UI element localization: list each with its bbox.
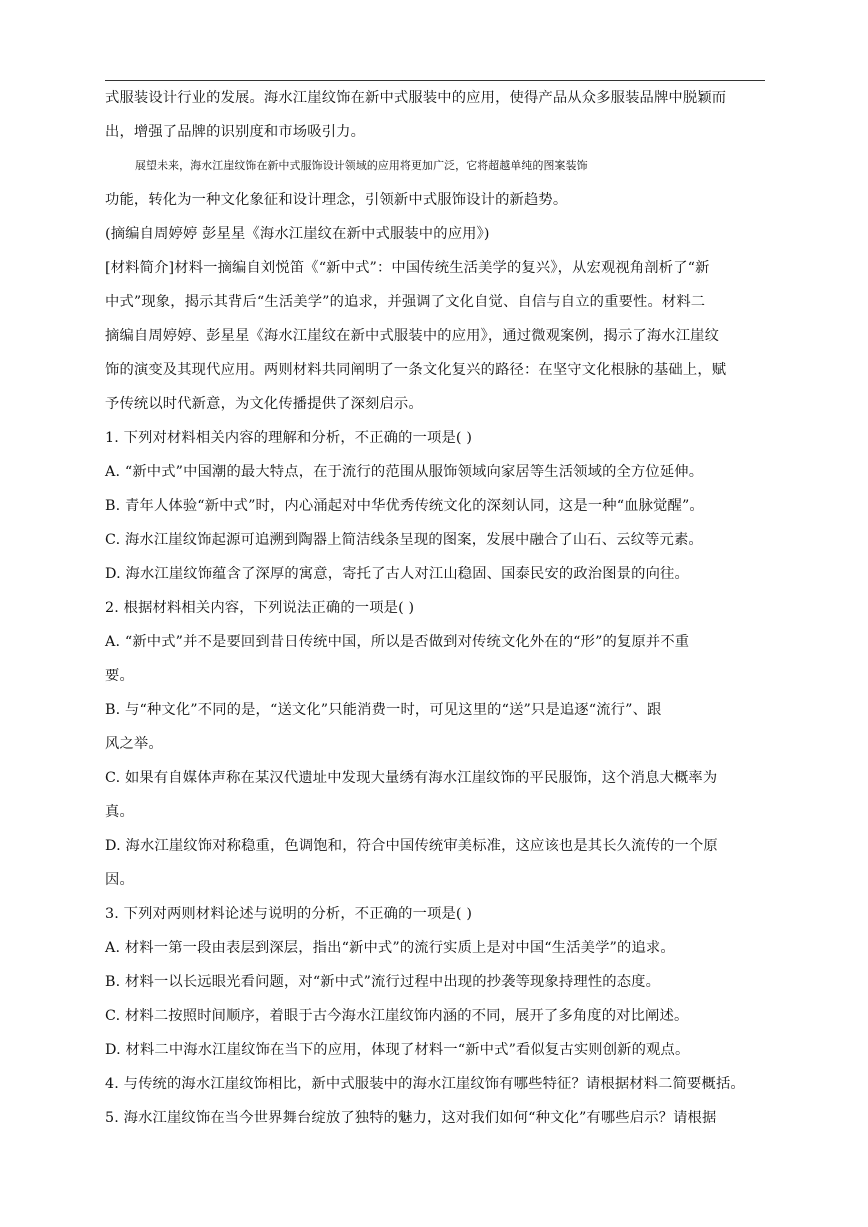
option-line: 真。 [105,804,134,820]
option-line: C. 材料二按照时间顺序，着眼于古今海水江崖纹饰内涵的不同，展开了多角度的对比阐述。 [105,1008,689,1024]
option-line: A. 材料一第一段由表层到深层，指出“新中式”的流行实质上是对中国“生活美学”的追求。 [105,940,675,956]
option-line: D. 海水江崖纹饰蕴含了深厚的寓意，寄托了古人对江山稳固、国泰民安的政治图景的向往。 [105,566,689,582]
text-line: 功能，转化为一种文化象征和设计理念，引领新中式服饰设计的新趋势。 [105,192,568,208]
option-line: D. 海水江崖纹饰对称稳重，色调饱和，符合中国传统审美标准，这应该也是其长久流传的一个原 [105,838,718,854]
question-3: 3. 下列对两则材料论述与说明的分析，不正确的一项是( ) [105,906,473,922]
header-rule [105,80,765,81]
option-line: C. 海水江崖纹饰起源可追溯到陶器上简洁线条呈现的图案，发展中融合了山石、云纹等元素。 [105,532,703,548]
option-line: B. 材料一以长远眼光看问题，对“新中式”流行过程中出现的抄袭等现象持理性的态度。 [105,974,661,990]
text-line: 予传统以时代新意，为文化传播提供了深刻启示。 [105,396,423,412]
option-line: 要。 [105,668,134,684]
option-line: D. 材料二中海水江崖纹饰在当下的应用，体现了材料一“新中式”看似复古实则创新的观点。 [105,1042,690,1058]
option-line: A. “新中式”中国潮的最大特点，在于流行的范围从服饰领域向家居等生活领域的全方位延伸。 [105,464,704,480]
text-line: 饰的演变及其现代应用。两则材料共同阐明了一条文化复兴的路径：在坚守文化根脉的基础上，赋 [105,362,727,378]
text-line: 出，增强了品牌的识别度和市场吸引力。 [105,124,366,140]
source-citation: (摘编自周婷婷 彭星星《海水江崖纹在新中式服装中的应用》) [105,226,490,242]
option-line: A. “新中式”并不是要回到昔日传统中国，所以是否做到对传统文化外在的“形”的复原并不重 [105,634,690,650]
option-line: B. 青年人体验“新中式”时，内心涌起对中华优秀传统文化的深刻认同，这是一种“血脉觉醒”。 [105,498,704,514]
question-2: 2. 根据材料相关内容，下列说法正确的一项是( ) [105,600,415,616]
text-line: 中式”现象，揭示其背后“生活美学”的追求，并强调了文化自觉、自信与自立的重要性。材料二 [105,294,706,310]
question-4: 4. 与传统的海水江崖纹饰相比，新中式服装中的海水江崖纹饰有哪些特征？请根据材料二简要概括。 [105,1076,745,1092]
option-line: 风之举。 [105,736,163,752]
question-5: 5. 海水江崖纹饰在当今世界舞台绽放了独特的魅力，这对我们如何“种文化”有哪些启示？请根据 [105,1110,717,1126]
text-line: 式服装设计行业的发展。海水江崖纹饰在新中式服装中的应用，使得产品从众多服装品牌中脱颖而 [105,90,727,106]
text-line: 展望未来，海水江崖纹饰在新中式服饰设计领域的应用将更加广泛，它将超越单纯的图案装饰 [135,159,588,172]
text-line: [材料简介]材料一摘编自刘悦笛《“新中式”：中国传统生活美学的复兴》，从宏观视角剖析了“新 [105,260,710,276]
option-line: C. 如果有自媒体声称在某汉代遗址中发现大量绣有海水江崖纹饰的平民服饰，这个消息大概率为 [105,770,718,786]
option-line: B. 与“种文化”不同的是，“送文化”只能消费一时，可见这里的“送”只是追逐“流行”、跟 [105,702,662,718]
text-line: 摘编自周婷婷、彭星星《海水江崖纹在新中式服装中的应用》，通过微观案例，揭示了海水江崖纹 [105,328,720,344]
option-line: 因。 [105,872,134,888]
question-1: 1. 下列对材料相关内容的理解和分析，不正确的一项是( ) [105,430,473,446]
